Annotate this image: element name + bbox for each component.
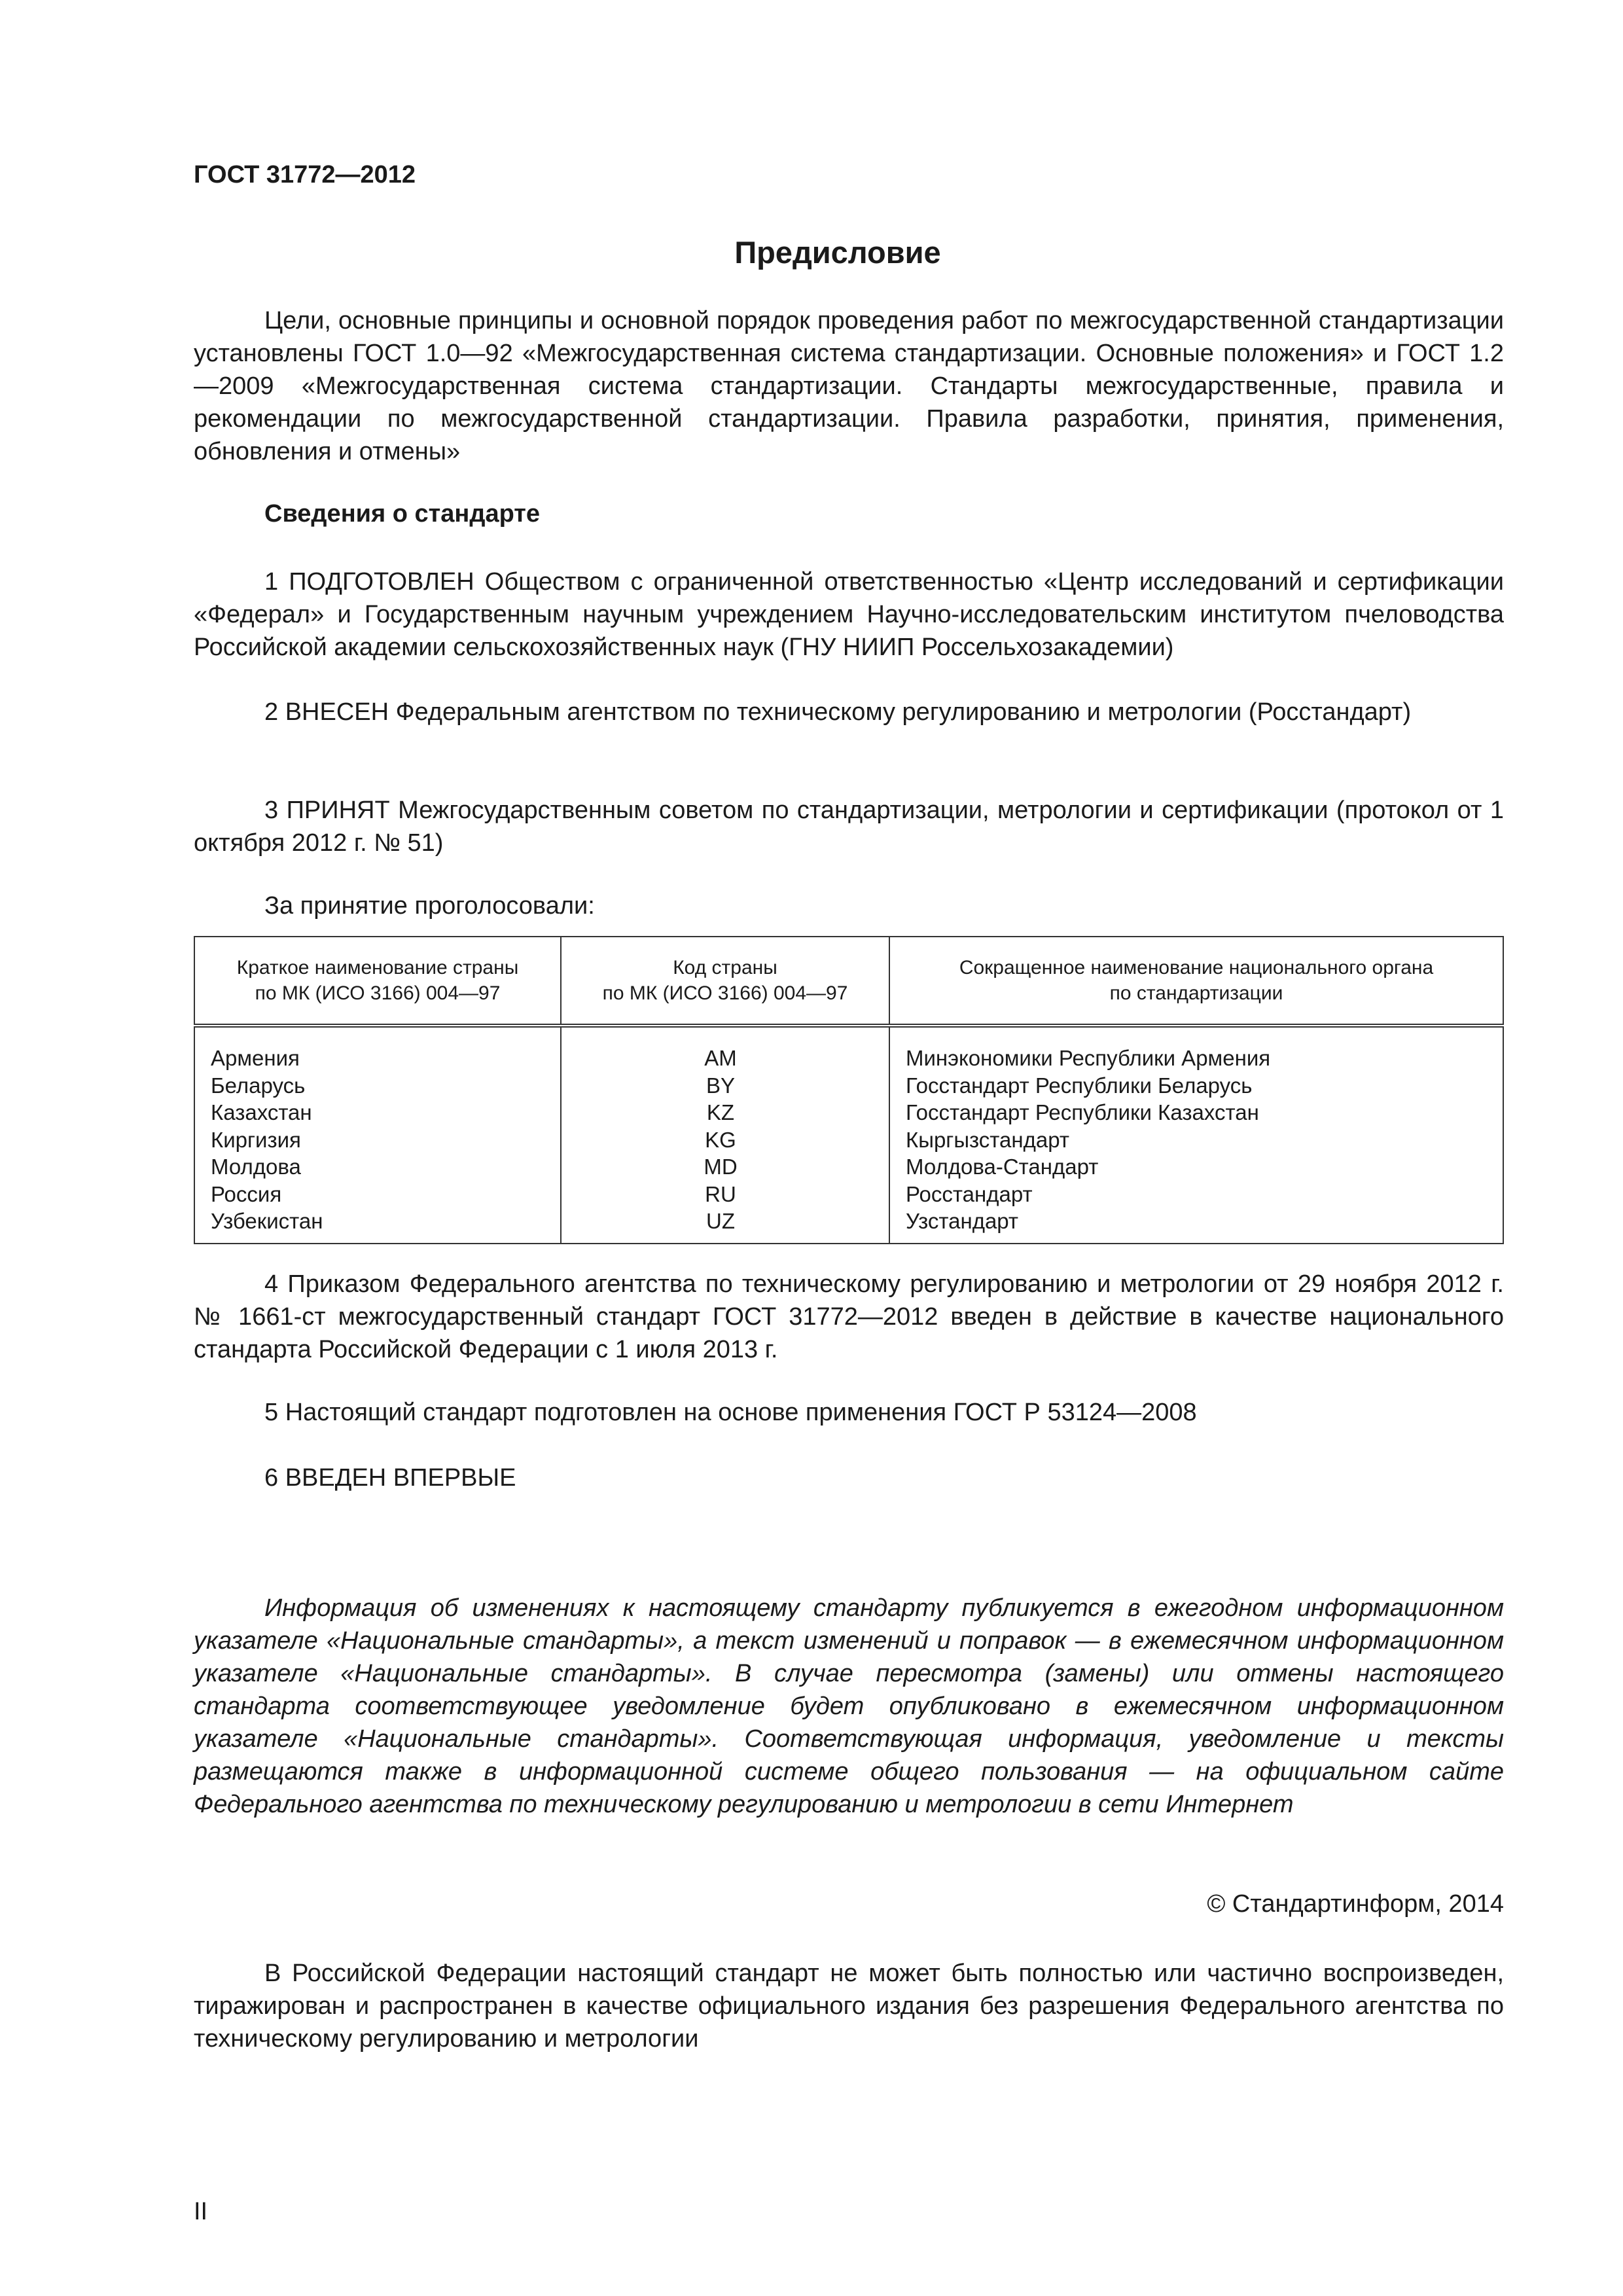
- document-code-header: ГОСТ 31772—2012: [194, 161, 416, 188]
- national-body-cell: Госстандарт Республики Казахстан: [906, 1100, 1259, 1124]
- national-body-cell: Узстандарт: [906, 1209, 1019, 1233]
- voting-countries-table: [194, 936, 1504, 1244]
- item-5-basis: 5 Настоящий стандарт подготовлен на основе применения ГОСТ Р 53124—2008: [264, 1399, 1197, 1426]
- code-column: [561, 1026, 889, 1244]
- code-cell: UZ: [706, 1209, 735, 1233]
- item-3-adopted: 3 ПРИНЯТ Межгосударственным советом по стандартизации, метрологии и сертификации (протокол от 1 октября 2012 г. № 51): [194, 797, 1504, 857]
- header-country-name: Краткое наименование страны по МК (ИСО 3166) 004—97: [194, 937, 561, 1026]
- item-1-prepared: 1 ПОДГОТОВЛЕН Обществом с ограниченной ответственностью «Центр исследований и сертификации «Федерал» и Государственным научным учреждением Научно-исследовательским институтом пчеловодства Российской академии сельскохозяйственных наук (ГНУ НИИП Россельхозакадемии): [194, 568, 1504, 661]
- vote-label: За принятие проголосовали:: [264, 892, 595, 920]
- national-body-cell: Минэкономики Республики Армения: [906, 1046, 1271, 1070]
- table-header-row: [194, 937, 1503, 1026]
- national-body-cell: Молдова-Стандарт: [906, 1155, 1099, 1179]
- page-number: II: [194, 2198, 208, 2225]
- code-cell: MD: [704, 1155, 738, 1179]
- national-body-cell: Росстандарт: [906, 1181, 1033, 1206]
- item-4-order: 4 Приказом Федерального агентства по техническому регулированию и метрологии от 29 ноября 2012 г. № 1661-ст межгосударственный стандарт ГОСТ 31772—2012 введен в действие в качестве национального стандарта Российской Федерации с 1 июля 2013 г.: [194, 1270, 1504, 1363]
- code-cell: RU: [705, 1181, 736, 1206]
- country-cell: Армения: [211, 1046, 300, 1070]
- changes-info-paragraph: Информация об изменениях к настоящему стандарту публикуется в ежегодном информационном указателе «Национальные стандарты», а текст изменений и поправок — в ежемесячном информационном указателе «Национальные стандарты». В случае пересмотра (замены) или отмены настоящего стандарта соответствующее уведомление будет опубликовано в ежемесячном информационном указателе «Национальные стандарты». Соответствующая информация, уведомление и тексты размещаются также в информационной системе общего пользования — на официальном сайте Федерального агентства по техническому регулированию и метрологии в сети Интернет: [194, 1594, 1504, 1818]
- national-body-cell: Кыргызстандарт: [906, 1127, 1069, 1152]
- item-6-introduced: 6 ВВЕДЕН ВПЕРВЫЕ: [264, 1464, 516, 1492]
- code-cell: KZ: [706, 1100, 735, 1124]
- national-body-column: [889, 1026, 1503, 1244]
- country-cell: Киргизия: [211, 1127, 301, 1152]
- country-cell: Беларусь: [211, 1073, 306, 1098]
- table-row: [194, 1026, 1503, 1244]
- code-cell: AM: [704, 1046, 737, 1070]
- code-cell: BY: [705, 1073, 736, 1098]
- intro-paragraph: Цели, основные принципы и основной порядок проведения работ по межгосударственной стандартизации установлены ГОСТ 1.0—92 «Межгосударственная система стандартизации. Основные положения» и ГОСТ 1.2—2009 «Межгосударственная система стандартизации. Стандарты межгосударственные, правила и рекомендации по межгосударственной стандартизации. Правила разработки, принятия, применения, обновления и отмены»: [194, 307, 1504, 465]
- country-cell: Россия: [211, 1181, 282, 1206]
- country-cell: Молдова: [211, 1155, 301, 1179]
- national-body-cell: Госстандарт Республики Беларусь: [906, 1073, 1253, 1098]
- section-heading: Сведения о стандарте: [264, 500, 541, 528]
- code-cell: KG: [705, 1127, 736, 1152]
- country-cell: Узбекистан: [211, 1209, 323, 1233]
- item-2-submitted: 2 ВНЕСЕН Федеральным агентством по техническому регулированию и метрологии (Росстандарт): [264, 698, 1412, 726]
- page-title: Предисловие: [734, 235, 941, 270]
- country-cell: Казахстан: [211, 1100, 312, 1124]
- country-column: [194, 1026, 561, 1244]
- copyright-notice: © Стандартинформ, 2014: [1207, 1890, 1504, 1918]
- legal-notice-paragraph: В Российской Федерации настоящий стандарт не может быть полностью или частично воспроизведен, тиражирован и распространен в качестве официального издания без разрешения Федерального агентства по техническому регулированию и метрологии: [194, 1960, 1504, 2053]
- header-national-body: Сокращенное наименование национального органа по стандартизации: [889, 937, 1503, 1026]
- header-country-code: Код страны по МК (ИСО 3166) 004—97: [561, 937, 889, 1026]
